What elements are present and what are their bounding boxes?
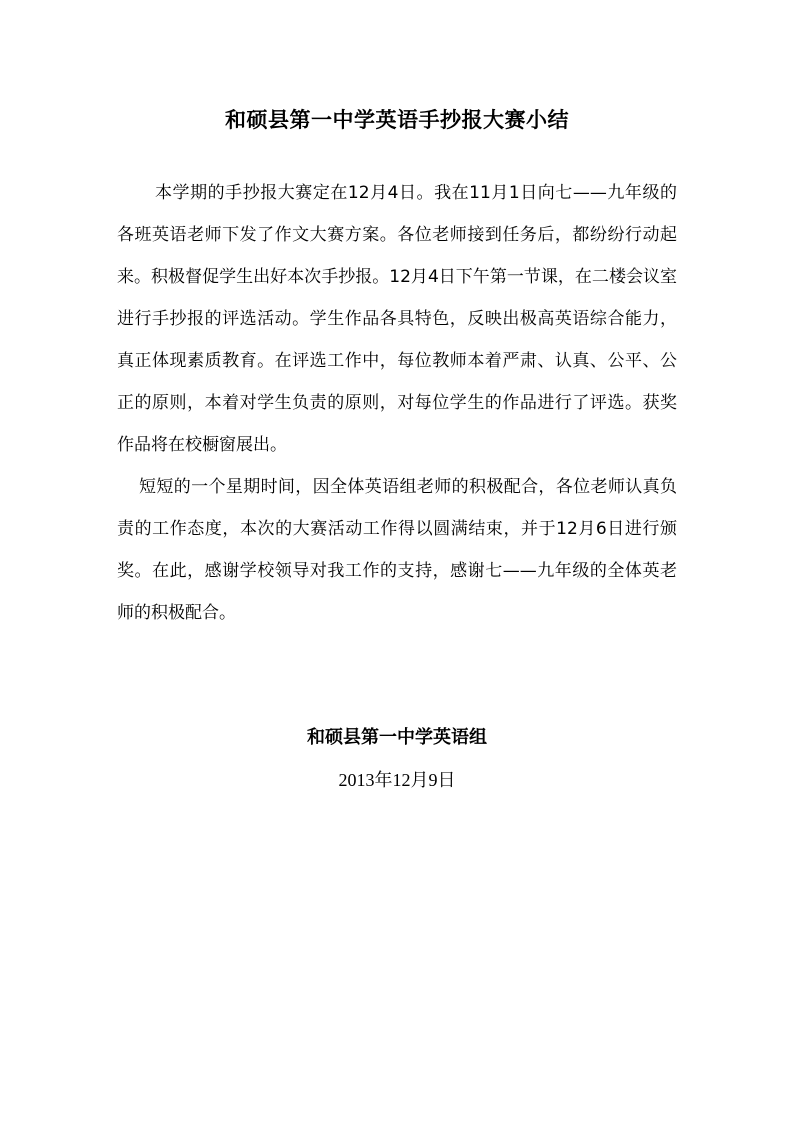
paragraph-2: 短短的一个星期时间，因全体英语组老师的积极配合，各位老师认真负责的工作态度，本次的大赛活动工作得以圆满结束，并于12月6日进行颁奖。在此，感谢学校领导对我工作的支持，感谢七——九年级的全体英老师的积极配合。: [117, 477, 677, 623]
signature-date: 2013年12月9日: [338, 770, 456, 790]
paragraph-1: 本学期的手抄报大赛定在12月4日。我在11月1日向七——九年级的各班英语老师下发了作文大赛方案。各位老师接到任务后，都纷纷行动起来。积极督促学生出好本次手抄报。12月4日下午第一节课，在二楼会议室进行手抄报的评选活动。学生作品各具特色，反映出极高英语综合能力，真正体现素质教育。在评选工作中，每位教师本着严肃、认真、公平、公正的原则，本着对学生负责的原则，对每位学生的作品进行了评选。获奖作品将在校橱窗展出。: [117, 183, 677, 455]
document-title: 和硕县第一中学英语手抄报大赛小结: [225, 107, 569, 132]
signature-organization: 和硕县第一中学英语组: [307, 727, 487, 748]
